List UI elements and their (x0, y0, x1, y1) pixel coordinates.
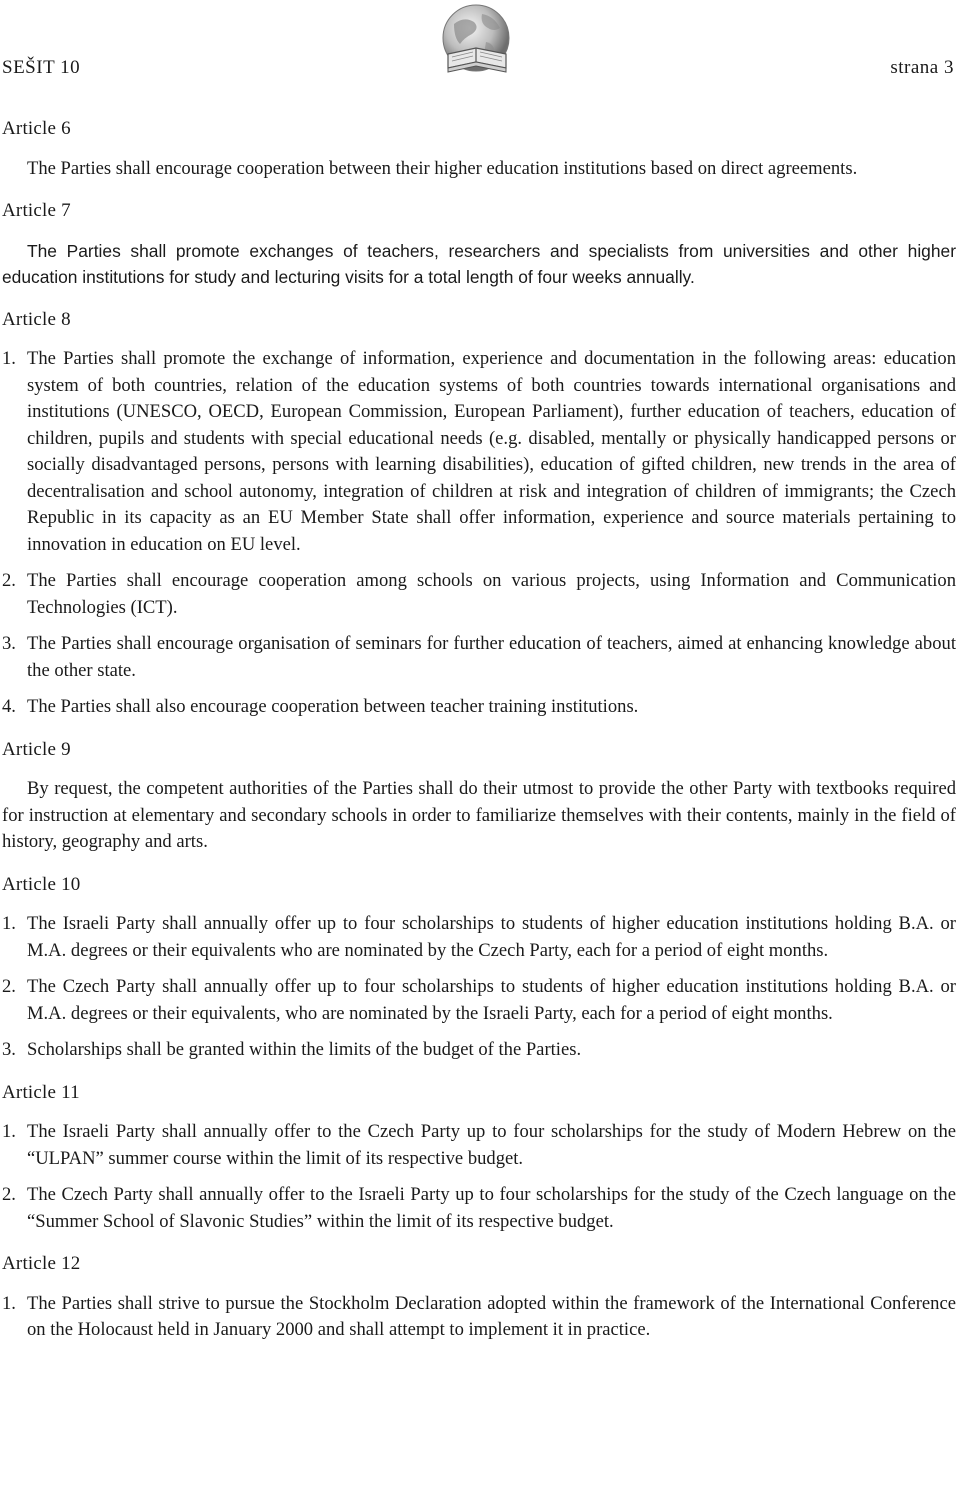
article-paragraph: The Parties shall encourage cooperation between their higher education institutions based on direct agreements. (27, 157, 858, 179)
article-heading: Article 10 (2, 873, 81, 895)
list-item: 1. The Israeli Party shall annually offer up to four scholarships to students of higher education institutions holding B.A. or M.A. degrees or their equivalents who are nominated by the Czech Party, each for a period of eight months. (2, 913, 956, 961)
page-header (0, 0, 960, 85)
article-paragraph: By request, the competent authorities of the Parties shall do their utmost to provide the other Party with textbooks required for instruction at elementary and secondary schools in order to familiarize themselves with their contents, mainly in the field of history, geography and arts. (2, 778, 956, 852)
issue-label: SEŠIT 10 (2, 57, 81, 78)
list-item: 2. The Czech Party shall annually offer up to four scholarships to students of higher education institutions holding B.A. or M.A. degrees or their equivalents, who are nominated by the Israeli Party, each for a period of eight months. (2, 976, 956, 1024)
article-heading: Article 7 (2, 200, 71, 221)
document-body (2, 116, 956, 1360)
article-6 (2, 116, 956, 182)
list-item: 3. Scholarships shall be granted within the limits of the budget of the Parties. (2, 1039, 582, 1060)
list-item: 1. The Parties shall strive to pursue the Stockholm Declaration adopted within the framework of the International Conference on the Holocaust held in January 2000 and shall attempt to implement it in practice. (2, 1292, 956, 1340)
list-item: 2. The Czech Party shall annually offer to the Israeli Party up to four scholarships for the study of the Czech language on the “Summer School of Slavonic Studies” within the limit of its respective budget. (2, 1184, 956, 1232)
article-list (2, 346, 956, 721)
list-item: 1. The Parties shall promote the exchange of information, experience and documentation in the following areas: education system of both countries, relation of the education systems of both countries towards international organisations and institutions (UNESCO, OECD, European Commission, European Parliament), further education of teachers, education of children, pupils and students with special educational needs (e.g. disabled, mentally or physically handicapped persons or socially disadvantaged persons, persons with learning disabilities), education of gifted children, new trends in the area of decentralisation and school autonomy, integration of children at risk and integration of children of immigrants; the Czech Republic in its capacity as an EU Member State shall offer information, experience and source materials pertaining to innovation in education on EU level. (2, 348, 956, 555)
article-list (2, 1291, 956, 1344)
article-9 (2, 737, 956, 856)
article-list (2, 911, 956, 1064)
article-heading: Article 12 (2, 1253, 81, 1274)
list-item: 2. The Parties shall encourage cooperation among schools on various projects, using Information and Communication Technologies (ICT). (2, 570, 956, 618)
globe-book-icon (436, 2, 518, 82)
article-12 (2, 1251, 956, 1344)
article-heading: Article 11 (2, 1081, 80, 1103)
article-heading: Article 8 (2, 308, 71, 330)
article-list (2, 1119, 956, 1235)
list-item: 3. The Parties shall encourage organisation of seminars for further education of teachers, aimed at enhancing knowledge about the other state. (2, 633, 956, 681)
article-heading: Article 9 (2, 738, 71, 760)
list-item: 1. The Israeli Party shall annually offer to the Czech Party up to four scholarships for the study of Modern Hebrew on the “ULPAN” summer course within the limit of its respective budget. (2, 1121, 956, 1169)
article-10 (2, 872, 956, 1064)
article-paragraph: The Parties shall promote exchanges of teachers, researchers and specialists from universities and other higher education institutions for study and lecturing visits for a total length of four weeks annually. (2, 240, 956, 287)
page-number: strana 3 (890, 57, 954, 78)
article-heading: Article 6 (2, 118, 71, 139)
article-11 (2, 1080, 956, 1236)
article-7 (2, 198, 956, 291)
article-8 (2, 307, 956, 721)
list-item: 4. The Parties shall also encourage cooperation between teacher training institutions. (2, 696, 639, 717)
